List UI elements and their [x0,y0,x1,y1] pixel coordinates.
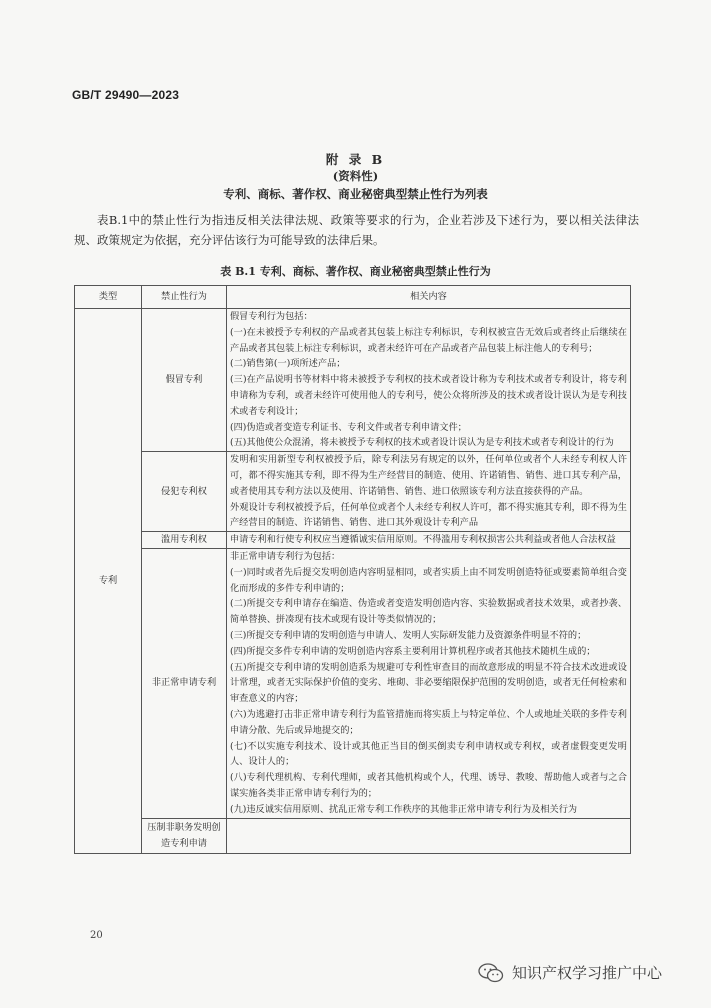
content-cell [227,818,631,853]
header-content: 相关内容 [227,286,631,309]
content-cell [227,452,631,532]
header-act: 禁止性行为 [142,286,227,309]
act-cell: 压制非职务发明创造专利申请 [142,818,227,853]
content-line: (一)同时或者先后提交发明创造内容明显相同，或者实质上由不同发明创造特征或要素简单组合变化而形成的多件专利申请的； [230,566,627,594]
act-cell: 非正常申请专利 [142,548,227,818]
content-line: (五)其他使公众混淆，将未被授予专利权的技术或者设计误认为是专利技术或者专利设计的行为 [230,437,614,449]
content-line: 申请专利和行使专利权应当遵循诚实信用原则。不得滥用专利权损害公共利益或者他人合法权益 [230,534,616,546]
content-line: (四)伪造或者变造专利证书、专利文件或者专利申请文件； [230,421,467,433]
watermark [478,962,662,983]
content-line: (四)所提交多件专利申请的发明创造内容系主要利用计算机程序或者其他技术随机生成的； [230,645,596,657]
content-line: (五)所提交专利申请的发明创造系为规避可专利性审查目的而故意形成的明显不符合技术改进或设计常理，或者无实际保护价值的变劣、堆砌、非必要缩限保护范围的发明创造，或者无任何检索和审查意义的内容； [230,661,627,705]
content-line: (一)在未被授予专利权的产品或者其包装上标注专利标识，专利权被宣告无效后或者终止后继续在产品或者其包装上标注专利标识，或者未经许可在产品或者产品包装上标注他人的专利号； [230,326,627,354]
table-row [75,532,631,549]
content-line: (八)专利代理机构、专利代理师，或者其他机构或个人，代理、诱导、教唆、帮助他人或者与之合谋实施各类非正常申请专利行为的； [230,772,627,799]
table-header-row [75,286,631,309]
appendix-title: 附 录 B [325,152,386,167]
table-row [75,452,631,532]
content-line: 非正常申请专利行为包括： [230,550,341,562]
act-cell: 假冒专利 [142,309,227,452]
table-row [75,818,631,853]
appendix-heading: 专利、商标、著作权、商业秘密典型禁止性行为列表 [223,187,488,201]
content-line: (九)违反诚实信用原则、扰乱正常专利工作秩序的其他非正常申请专利行为及相关行为 [230,803,578,815]
content-line: 假冒专利行为包括： [230,311,313,322]
act-cell: 侵犯专利权 [142,452,227,532]
watermark-text: 知识产权学习推广中心 [512,964,663,982]
content-line: (六)为逃避打击非正常申请专利行为监管措施而将实质上与特定单位、个人或地址关联的多件专利申请分散、先后或异地提交的； [230,708,627,736]
header-type: 类型 [75,286,142,309]
intro-paragraph: 表B.1中的禁止性行为指违反相关法律法规、政策等要求的行为，企业若涉及下述行为，要以相关法律法规、政策规定为依据，充分评估该行为可能导致的法律后果。 [74,213,639,247]
standard-code: GB/T 29490—2023 [72,88,180,102]
appendix-subtitle: (资料性) [332,169,379,183]
content-cell [227,532,631,549]
content-cell [227,548,631,818]
content-line: (二)销售第(一)项所述产品； [230,358,346,370]
content-line: 外观设计专利权被授予后，任何单位或者个人未经专利权人许可，都不得实施其专利，即不得为生产经营目的制造、许诺销售、销售、进口其外观设计专利产品 [230,501,627,529]
content-line: 发明和实用新型专利权被授予后，除专利法另有规定的以外，任何单位或者个人未经专利权人许可，都不得实施其专利，即不得为生产经营目的制造、使用、许诺销售、销售、进口其专利产品，或者使用其专利方法以及使用、许诺销售、销售、进口依照该专利方法直接获得的产品。 [230,454,627,497]
prohibited-acts-table [74,285,631,854]
content-line: (二)所提交专利申请存在编造、伪造或者变造发明创造内容、实验数据或者技术效果，或者抄袭、简单替换、拼凑现有技术或现有设计等类似情况的； [230,598,627,626]
content-line: (七)不以实施专利技术、设计或其他正当目的倒买倒卖专利申请权或专利权，或者虚假变更发明人、设计人的； [230,740,627,768]
page-number: 20 [90,930,103,941]
table-row [75,309,631,452]
content-line: (三)所提交专利申请的发明创造与申请人、发明人实际研发能力及资源条件明显不符的； [230,629,587,641]
table-row [75,548,631,818]
content-line: (三)在产品说明书等材料中将未被授予专利权的技术或者设计称为专利技术或者专利设计，将专利申请称为专利，或者未经许可使用他人的专利号，使公众将所涉及的技术或者设计误认为是专利技术或者专利设计； [230,374,627,417]
content-cell [227,309,631,452]
type-cell: 专利 [75,309,142,854]
act-cell: 滥用专利权 [142,532,227,549]
table-caption: 表 B.1 专利、商标、著作权、商业秘密典型禁止性行为 [220,265,491,278]
wechat-icon [478,963,504,983]
